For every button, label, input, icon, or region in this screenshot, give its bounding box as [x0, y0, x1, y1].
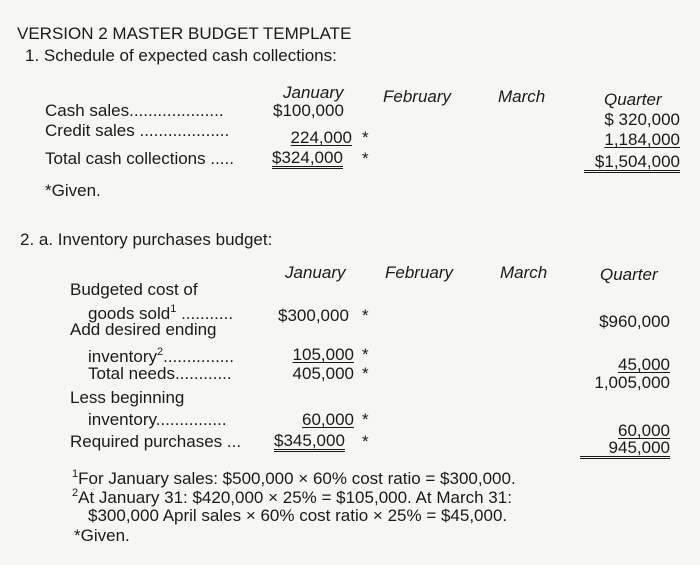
s2-row-ending-inventory-label: inventory$^2$...............: [88, 346, 234, 366]
s1-row-credit-sales-january: 224,000: [290, 128, 352, 147]
s2-row-add-desired-label: Add desired ending: [70, 320, 217, 339]
s1-col-february: February: [383, 87, 452, 106]
s1-row-cash-sales-label: Cash sales....................: [45, 101, 224, 120]
s2-col-quarter: Quarter: [600, 265, 658, 284]
s2-row-required-purchases-mark: *: [362, 432, 369, 451]
s2-row-required-purchases-quarter: 945,000: [580, 439, 670, 459]
page-title: VERSION 2 MASTER BUDGET TEMPLATE: [17, 24, 352, 43]
s2-row-cogs-quarter: $960,000: [599, 312, 670, 331]
s1-row-total-mark: *: [362, 149, 369, 168]
s2-row-required-purchases-label: Required purchases ...: [70, 432, 242, 451]
s1-row-total-january: $324,000: [272, 148, 343, 167]
s2-row-ending-inventory-january: 105,000: [292, 345, 354, 364]
s2-row-total-needs-mark: *: [362, 364, 369, 383]
s2-row-beginning-inventory-mark: *: [362, 410, 369, 429]
s1-row-total-quarter: $1,504,000: [584, 153, 680, 173]
s1-given-note: *Given.: [45, 181, 101, 200]
s2-col-january: January: [285, 263, 346, 282]
footnote-2-continued: $300,000 April sales × 60% cost ratio × 25% = $45,000.: [88, 506, 508, 525]
s2-given-note: *Given.: [74, 526, 130, 545]
section2-heading: 2. a. Inventory purchases budget:: [20, 230, 273, 249]
s1-col-quarter: Quarter: [604, 90, 662, 109]
s1-row-cash-sales-january: $100,000: [273, 101, 344, 120]
s2-col-march: March: [500, 263, 548, 282]
footnote-2: $^2$At January 31: $420,000 × 25% = $105,000. At March 31:: [72, 487, 512, 507]
section1-heading: 1. Schedule of expected cash collections:: [25, 46, 337, 65]
s2-row-required-purchases-january: $345,000: [274, 431, 345, 450]
s1-row-credit-sales-quarter: 1,184,000: [604, 130, 680, 149]
s2-row-cogs-mark: *: [362, 306, 369, 325]
s1-row-credit-sales-label: Credit sales ...................: [45, 121, 230, 140]
s2-row-total-needs-quarter: 1,005,000: [594, 373, 670, 392]
s1-col-march: March: [498, 87, 546, 106]
s2-col-february: February: [385, 263, 454, 282]
s2-row-total-needs-january: 405,000: [292, 364, 354, 383]
s2-row-cogs-label: goods sold$^1$ ...........: [88, 303, 234, 323]
s2-row-ending-inventory-mark: *: [362, 345, 369, 364]
s2-row-cogs-january: $300,000: [278, 306, 349, 325]
s2-row-beginning-inventory-quarter: 60,000: [618, 421, 670, 440]
s2-row-beginning-inventory-january: 60,000: [302, 410, 354, 429]
s1-col-january: January: [283, 83, 344, 102]
s1-row-cash-sales-quarter: $ 320,000: [604, 110, 680, 129]
footnote-1: $^1$For January sales: $500,000 × 60% cost ratio = $300,000.: [72, 468, 516, 488]
s2-row-total-needs-label: Total needs............: [88, 364, 232, 383]
s2-row-beginning-inventory-label: inventory...............: [88, 410, 227, 429]
s2-row-less-beginning-label: Less beginning: [70, 388, 185, 407]
s2-row-budgeted-cost-label: Budgeted cost of: [70, 280, 198, 299]
s1-row-total-label: Total cash collections .....: [45, 149, 234, 168]
s1-row-credit-sales-mark: *: [362, 128, 369, 147]
s2-row-ending-inventory-quarter: 45,000: [618, 355, 670, 374]
